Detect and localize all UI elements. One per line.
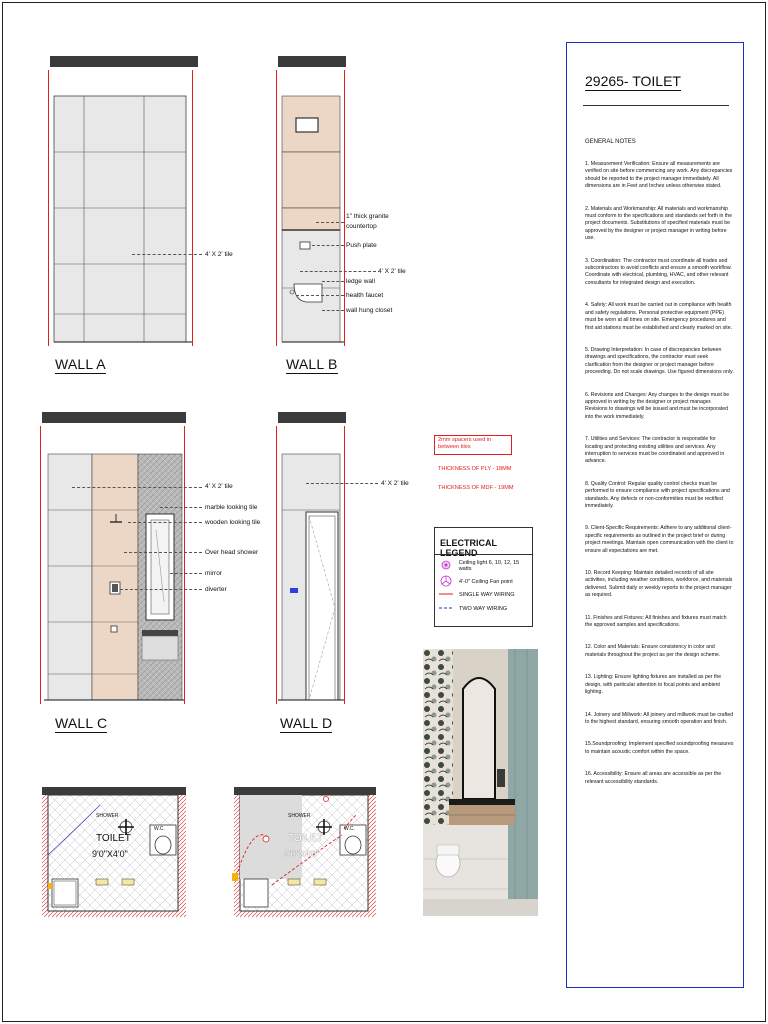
wall-c-marble-label: marble looking tile bbox=[205, 504, 258, 511]
wall-d-tile-label: 4' X 2' tile bbox=[381, 480, 409, 487]
wall-b-tile-label: 4' X 2' tile bbox=[378, 268, 406, 275]
note-item: 13. Lighting: Ensure lighting fixtures are installed as per the design, with particular attention to focal points and ambient lighting. bbox=[585, 674, 722, 696]
render-illustration bbox=[423, 649, 538, 916]
floor-plan-left bbox=[40, 785, 188, 919]
note-item: 5. Drawing Interpretation: In case of discrepancies between drawings and specifications, the contractor must seek clarification from the designer or project manager before proceeding. Do not scale drawings. Use figured dimensions only. bbox=[585, 346, 734, 376]
wall-c-mirror-label: mirror bbox=[205, 570, 222, 577]
wall-a-tile-grid bbox=[42, 56, 204, 346]
note-item: 10. Record Keeping: Maintain detailed records of all site activities, including weather conditions, workforce, and materials delivered. Submit daily or weekly reports to the project manager as required. bbox=[585, 570, 733, 599]
single-way-wiring-icon bbox=[439, 592, 453, 598]
wall-b-closet-label: wall hung closet bbox=[346, 307, 393, 314]
wall-b-push-plate-label: Push plate bbox=[346, 242, 377, 249]
mdf-thickness-note: THICKNESS OF MDF - 19MM bbox=[438, 485, 514, 491]
legend-item-two-way: TWO WAY WIRING bbox=[439, 606, 507, 612]
note-item: 15.Soundproofing: Implement specified soundproofing measures to maintain acoustic comfort within the space. bbox=[585, 741, 734, 755]
plan-left-room-label: TOILET bbox=[96, 833, 131, 844]
wall-c-title: WALL C bbox=[55, 715, 108, 731]
ceiling-light-icon bbox=[439, 560, 453, 572]
sheet-title: 29265- TOILET bbox=[585, 73, 681, 89]
note-item: 1. Measurement Verification: Ensure all measurements are verified on site before commencing any work. Any discrepancies should be reported to the project manager immediately. All dimensions are in Feet and Inches unless otherwise stated. bbox=[585, 161, 733, 190]
legend-title: ELECTRICAL LEGEND bbox=[440, 538, 497, 558]
wall-d-elevation bbox=[272, 412, 352, 704]
wall-b-countertop-label: 1" thick granite countertop bbox=[346, 213, 389, 230]
toilet-render-image bbox=[423, 649, 538, 916]
note-item: 11. Finishes and Fixtures: All finishes and fixtures must match the approved samples and specifications. bbox=[585, 614, 727, 629]
note-item: 6. Revisions and Changes: Any changes to the design must be approved in writing by the designer or project manager. Revisions to drawings will be issued and must be incorporated into the work immediately. bbox=[585, 391, 730, 420]
wall-d-door-elevation bbox=[272, 412, 352, 704]
fan-point-icon bbox=[439, 575, 453, 589]
note-item: 9. Client-Specific Requirements: Adhere to any additional client-specific requirements as outlined in the project brief or during project meetings. Maintain open communication with the client to ensure all expectations are met. bbox=[585, 525, 734, 554]
wall-d-title: WALL D bbox=[280, 715, 333, 731]
note-item: 12. Color and Materials: Ensure consistency in color and materials throughout the project as per the design scheme. bbox=[585, 644, 721, 658]
plan-left-shower-label: SHOWER bbox=[96, 813, 119, 819]
wall-c-wooden-label: wooden looking tile bbox=[205, 519, 261, 526]
wall-b-elevation bbox=[272, 56, 352, 346]
general-notes-list bbox=[585, 161, 735, 795]
note-item: 16. Accessibility: Ensure all areas are accessible as per the relevant accessibility standards. bbox=[585, 771, 722, 785]
ply-thickness-note: THICKNESS OF PLY - 18MM bbox=[438, 466, 512, 472]
note-item: 2. Materials and Workmanship: All materials and workmanship must conform to the specifications and standards set forth in the project documents. Substitutions of specified materials must be approved by the designer or project manager in writing before use. bbox=[585, 205, 733, 242]
wall-b-tile-panels bbox=[272, 56, 352, 346]
note-item: 4. Safety: All work must be carried out in compliance with health and safety regulations. Personal protective equipment (PPE) must be worn at all times on site. Emergency procedures and first aid stations must be established and clearly marked on site. bbox=[585, 302, 733, 331]
plan-right-wc-label: W.C. bbox=[344, 826, 355, 832]
wall-c-shower-label: Over head shower bbox=[205, 549, 259, 556]
plan-left-wc-label: W.C. bbox=[154, 826, 165, 832]
wall-b-faucet-label: health faucet bbox=[346, 292, 384, 299]
note-item: 14. Joinery and Millwork: All joinery and millwork must be crafted to the highest standard, ensuring smooth operation and finish. bbox=[585, 711, 734, 725]
floor-plan-right bbox=[232, 785, 378, 919]
note-item: 7. Utilities and Services: The contractor is responsible for locating and protecting existing utilities and services. Any interruption to services must be coordinated and approved in advance. bbox=[585, 436, 725, 465]
legend-item-single-way: SINGLE WAY WIRING bbox=[439, 592, 515, 598]
plan-left-size-label: 9'0"X4'0" bbox=[92, 849, 128, 859]
wall-b-ledge-label: ledge wall bbox=[346, 278, 375, 285]
general-notes-panel bbox=[566, 42, 744, 988]
wall-a-title: WALL A bbox=[55, 356, 106, 372]
note-item: 8. Quality Control: Regular quality control checks must be performed to ensure compliance with project specifications and standards. Any defects or non-conformities must be rectified immediately. bbox=[585, 480, 730, 509]
electrical-legend bbox=[434, 527, 533, 627]
wall-c-tile-panels bbox=[38, 412, 190, 704]
wall-c-diverter-label: diverter bbox=[205, 586, 227, 593]
general-notes-heading: GENERAL NOTES bbox=[585, 139, 636, 145]
legend-item-fan-point: 4'-0" Ceiling Fan point bbox=[439, 575, 513, 589]
plan-right-size-label: 9'0"X4'0" bbox=[284, 849, 320, 859]
plan-right-room-label: TOILET bbox=[288, 833, 323, 844]
plan-right-shower-label: SHOWER bbox=[288, 813, 311, 819]
two-way-wiring-icon bbox=[439, 606, 453, 612]
wall-a-tile-label: 4' X 2' tile bbox=[205, 251, 233, 258]
note-item: 3. Coordination: The contractor must coordinate all trades and subcontractors to avoid conflicts and ensure a smooth workflow. Coordinate with electrical, plumbing, HVAC, and other relevant consultants for integrated design and execution. bbox=[585, 257, 732, 286]
wall-a-elevation bbox=[42, 56, 204, 346]
wall-b-title: WALL B bbox=[286, 356, 338, 372]
wall-c-tile-label: 4' X 2' tile bbox=[205, 483, 233, 490]
spacer-note: 2mm spacers used in between tiles bbox=[438, 437, 492, 450]
legend-item-ceiling-light: Ceiling light 6, 10, 12, 15 watts bbox=[439, 560, 532, 572]
wall-c-elevation bbox=[38, 412, 190, 704]
